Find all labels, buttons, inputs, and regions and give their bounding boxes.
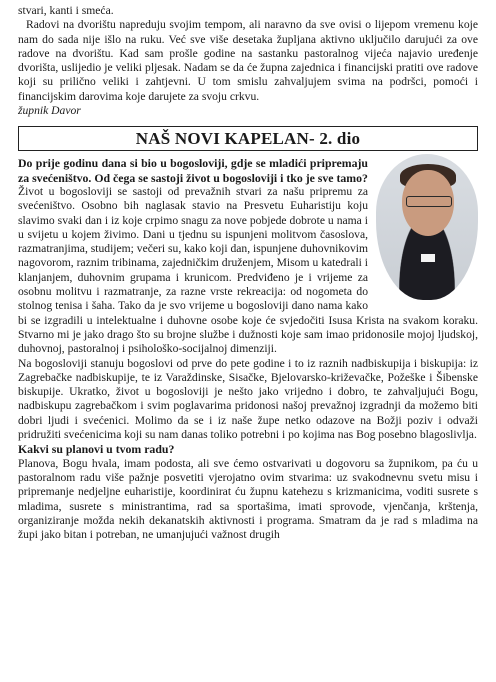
portrait-collar bbox=[421, 254, 435, 262]
chaplain-portrait bbox=[376, 154, 478, 300]
article-title-text: NAŠ NOVI KAPELAN- 2. dio bbox=[135, 128, 361, 148]
article-title bbox=[18, 126, 478, 151]
signature: župnik Davor bbox=[18, 104, 81, 118]
lead-question: Do prije godinu dana si bio u bogosloviji, gdje se mladići pripremaju za svećeništvo. Od čega se sastoji život u bogosloviji i tko je sve tamo? bbox=[18, 156, 368, 185]
answer-paragraph-2: Na bogosloviji stanuju bogoslovi od prve do pete godine i to iz raznih nadbiskupija i biskupija: iz Zagrebačke nadbiskupije, te iz Varaždinske, Sisačke, Bjelovarsko-križevačke, Požeške i Šibenske biskupije. Ukratko, život u bogosloviji je nešto jako vrijedno i dobro, te zahvaljujući Bogu, nadbiskupu zagrebačkom i svim poglavarima pridonosi našoj prevažnoj izgradnji da možemo biti dobri ljudi i svećenici. Molimo da se i iz naše župe netko odazove na Božji poziv i odvaži pridružiti svećenicima koji su nam danas toliko potrebni i po kojima nas Bog posebno blagoslivlja. bbox=[18, 356, 478, 442]
article-body bbox=[18, 185, 478, 542]
intro-fragment: stvari, kanti i smeća. bbox=[18, 4, 114, 17]
question-2: Kakvi su planovi u tvom radu? bbox=[18, 442, 175, 457]
answer-paragraph-3: Planova, Bogu hvala, imam podosta, ali sve ćemo ostvarivati u dogovoru sa župnikom, pa ću u pastoralnom radu više pažnje posvetiti vjerojatno ovim stvarima: uz svakodnevnu svetu misu i pripremanje nedjeljne euharistije, koordinirat ću župnu katehezu s krizmanicima, voditi susrete s mladima, susrete s ministrantima, rad sa sportašima, imati sprovode, vjenčanja, krštenja, organiziranje možda nekih dekanatskih aktivnosti i programa. Smatram da je rad s mladima na župi jako bitan i potreban, ne umanjujući važnost drugih bbox=[18, 456, 478, 542]
answer-paragraph-1: Život u bogosloviji se sastoji od prevažnih stvari za našu pripremu za svećeništvo. Osobno bih naglasak stavio na Presvetu Euharistiju koju slavimo svaki dan i iz koje crpimo snagu za nove pobjede dobrote u nama i u svijetu u kojem živimo. Dani u tjednu su ispunjeni molitvom časoslova, razmatranjima, studijem; večeri su, kako koji dan, ispunjene duhovnikovim nagovorom, raznim tribinama, zajedničkim druženjem, Misom u katedrali i klanjanjem, duhovnim grupama i krunicom. Predviđeno je i vrijeme za osobnu molitvu i razmatranje, za razne vrste rekreacija: od nogometa do stolnog tenisa i šaha. Tako da je svo vrijeme u bogosloviji dano nama kako bi se izgradili u intelektualne i duhovne osobe koje će svjedočiti Isusa Krista na svakom koraku. Stvarno mi je jako drago što su brojne službe i dužnosti koje sam imao pridonosile mojoj ljudskoj, duhovnoj, pastoralnoj i psihološko-socijalnoj dimenziji. bbox=[18, 184, 478, 356]
intro-paragraph: Radovi na dvorištu napreduju svojim tempom, ali naravno da sve ovisi o lijepom vremenu koje nam do sada nije išlo na ruku. Već sve više desetaka župljana aktivno uključilo darujući za ove radove na dvorištu. Kad sam prošle godine na sastanku pastoralnog vijeća najavio uređenje dvorišta, uslijedio je veliki pljesak. Nadam se da će župna zajednica i financijski pratiti ove radove koji su prilično veliki i zahtjevni. U tom smislu zahvaljujem svima na podršci, pomoći i financijskim darovima koje darujete za svoju crkvu. bbox=[18, 18, 478, 103]
portrait-glasses bbox=[406, 196, 452, 207]
